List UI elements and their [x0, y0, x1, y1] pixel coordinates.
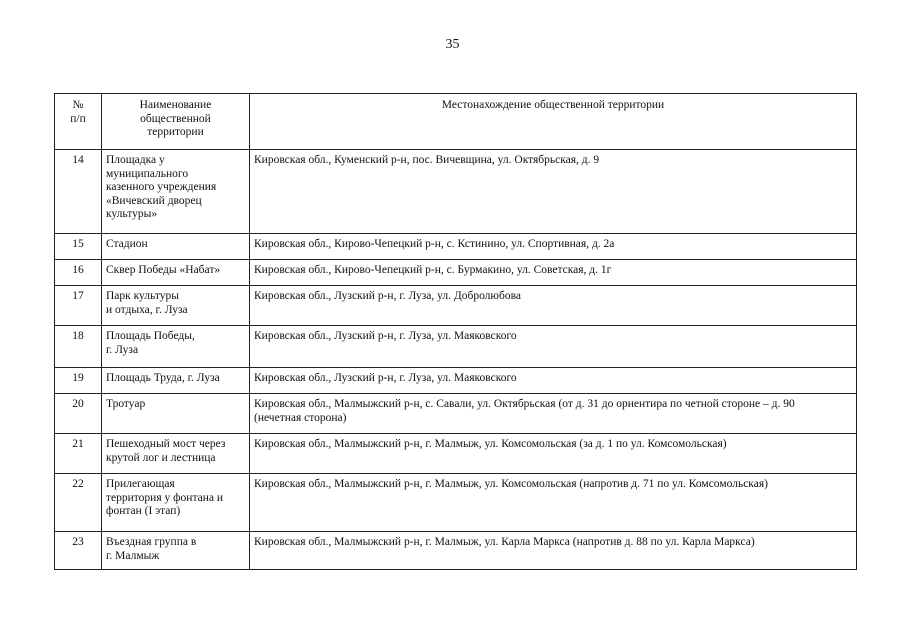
row-location: Кировская обл., Лузский р-н, г. Луза, ул. Маяковского — [250, 326, 857, 368]
row-number: 15 — [55, 234, 102, 260]
table-row — [55, 234, 857, 260]
row-name: Парк культуры и отдыха, г. Луза — [102, 286, 250, 326]
row-location: Кировская обл., Малмыжский р-н, г. Малмыж, ул. Карла Маркса (напротив д. 88 по ул. Карла Маркса) — [250, 532, 857, 570]
table-row — [55, 434, 857, 474]
row-name: Прилегающая территория у фонтана и фонтан (I этап) — [102, 474, 250, 532]
table-header-row — [55, 94, 857, 150]
row-number: 20 — [55, 394, 102, 434]
row-name: Стадион — [102, 234, 250, 260]
table-row — [55, 150, 857, 234]
row-name: Площадь Труда, г. Луза — [102, 368, 250, 394]
row-location: Кировская обл., Малмыжский р-н, с. Савали, ул. Октябрьская (от д. 31 до ориентира по четной стороне – д. 90 (нечетная сторона) — [250, 394, 857, 434]
header-name: Наименование общественной территории — [102, 94, 250, 150]
row-location: Кировская обл., Малмыжский р-н, г. Малмыж, ул. Комсомольская (напротив д. 71 по ул. Комсомольская) — [250, 474, 857, 532]
row-number: 14 — [55, 150, 102, 234]
table-row — [55, 368, 857, 394]
row-number: 17 — [55, 286, 102, 326]
table-row — [55, 474, 857, 532]
row-name: Пешеходный мост через крутой лог и лестница — [102, 434, 250, 474]
table-row — [55, 394, 857, 434]
row-number: 22 — [55, 474, 102, 532]
row-number: 23 — [55, 532, 102, 570]
row-location: Кировская обл., Малмыжский р-н, г. Малмыж, ул. Комсомольская (за д. 1 по ул. Комсомольская) — [250, 434, 857, 474]
row-name: Площадка у муниципального казенного учреждения «Вичевский дворец культуры» — [102, 150, 250, 234]
row-location: Кировская обл., Кирово-Чепецкий р-н, с. Бурмакино, ул. Советская, д. 1г — [250, 260, 857, 286]
row-location: Кировская обл., Лузский р-н, г. Луза, ул. Маяковского — [250, 368, 857, 394]
row-name: Тротуар — [102, 394, 250, 434]
row-name: Площадь Победы, г. Луза — [102, 326, 250, 368]
table-row — [55, 326, 857, 368]
row-location: Кировская обл., Кирово-Чепецкий р-н, с. Кстинино, ул. Спортивная, д. 2а — [250, 234, 857, 260]
table-row — [55, 260, 857, 286]
row-number: 18 — [55, 326, 102, 368]
page-number: 35 — [445, 37, 460, 52]
row-number: 16 — [55, 260, 102, 286]
header-number: № п/п — [55, 94, 102, 150]
row-name: Въездная группа в г. Малмыж — [102, 532, 250, 570]
row-location: Кировская обл., Лузский р-н, г. Луза, ул. Добролюбова — [250, 286, 857, 326]
row-location: Кировская обл., Куменский р-н, пос. Вичевщина, ул. Октябрьская, д. 9 — [250, 150, 857, 234]
table-row — [55, 532, 857, 570]
header-location: Местонахождение общественной территории — [250, 94, 857, 150]
territory-table — [54, 93, 857, 570]
row-name: Сквер Победы «Набат» — [102, 260, 250, 286]
row-number: 21 — [55, 434, 102, 474]
table-row — [55, 286, 857, 326]
row-number: 19 — [55, 368, 102, 394]
